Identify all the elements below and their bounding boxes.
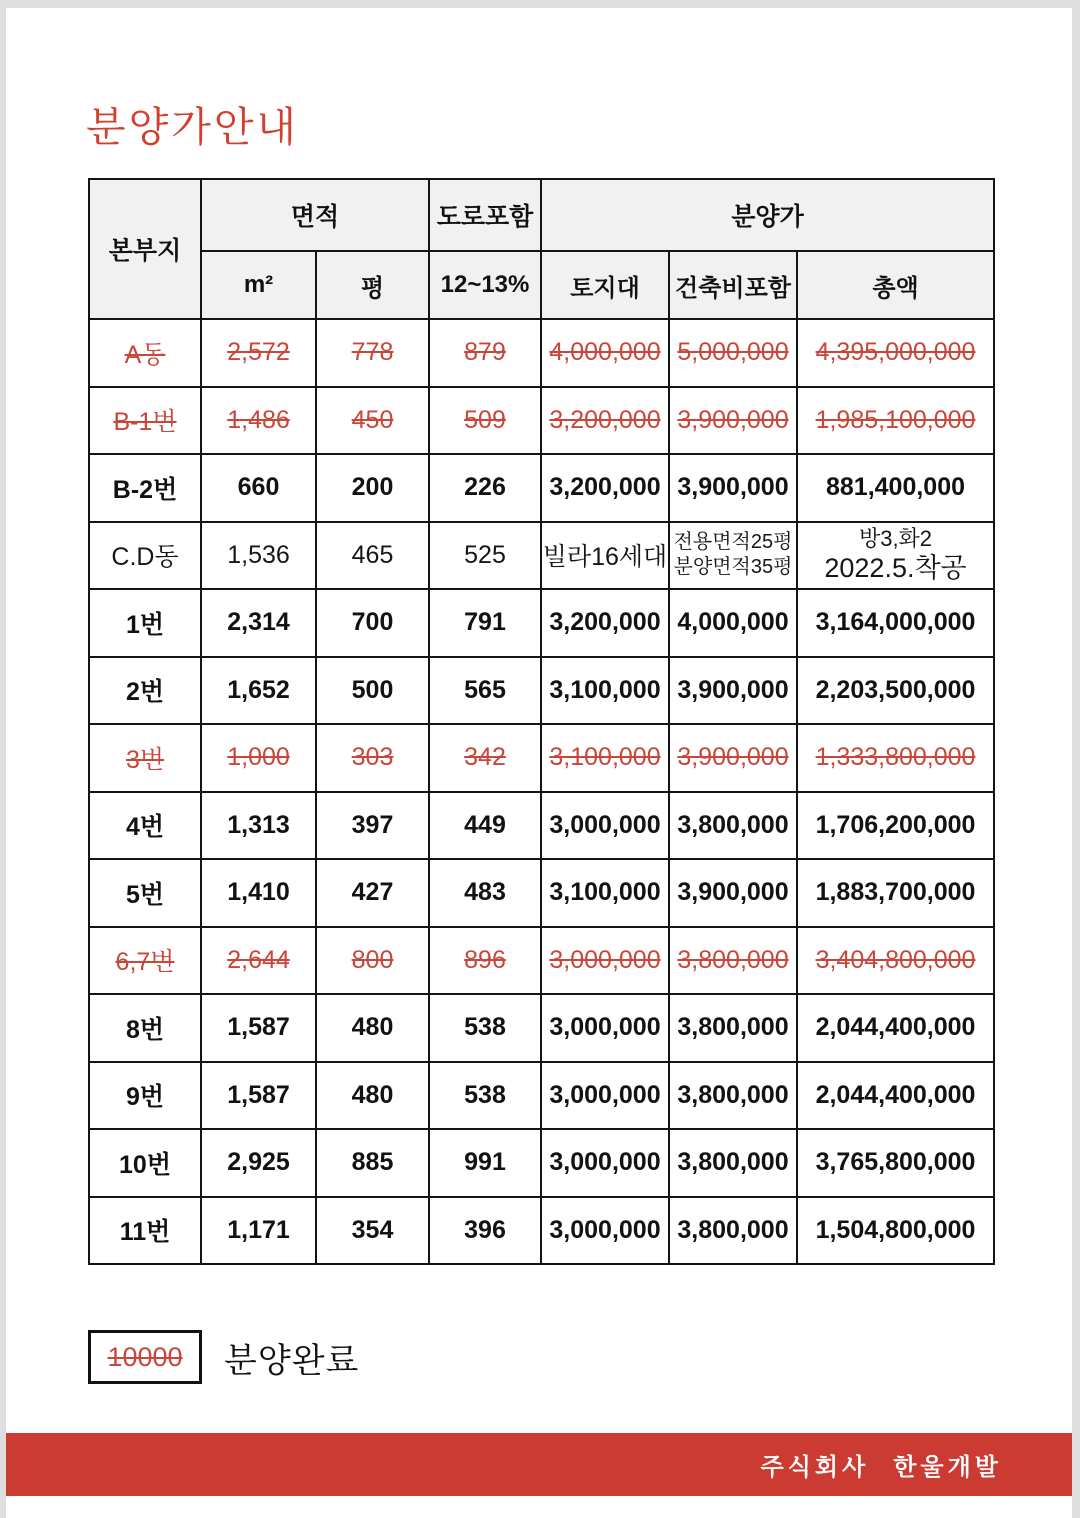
cell-total: 881,400,000 <box>797 454 994 522</box>
header-area: 면적 <box>201 179 429 251</box>
cell-label: 5번 <box>89 859 201 927</box>
cell-land: 3,100,000 <box>541 724 669 792</box>
table-row <box>89 1062 994 1130</box>
cell-total: 1,333,800,000 <box>797 724 994 792</box>
price-table <box>88 178 995 1265</box>
cell-pyeong: 427 <box>316 859 429 927</box>
cell-build: 3,900,000 <box>669 859 797 927</box>
cell-pyeong: 303 <box>316 724 429 792</box>
cell-total-line2: 2022.5.착공 <box>824 553 967 584</box>
table-row <box>89 792 994 860</box>
cell-pyeong: 885 <box>316 1129 429 1197</box>
cell-pyeong: 450 <box>316 387 429 455</box>
table-row <box>89 522 994 590</box>
page-title: 분양가안내 <box>86 104 300 150</box>
cell-m2: 1,313 <box>201 792 316 860</box>
cell-road: 525 <box>429 522 541 590</box>
table-row <box>89 994 994 1062</box>
table-header <box>89 179 994 319</box>
document-page <box>6 8 1072 1518</box>
header-pyeong: 평 <box>316 251 429 319</box>
cell-land: 3,100,000 <box>541 657 669 725</box>
cell-road: 342 <box>429 724 541 792</box>
cell-total: 1,504,800,000 <box>797 1197 994 1265</box>
header-build: 건축비포함 <box>669 251 797 319</box>
table-row <box>89 859 994 927</box>
table-row <box>89 319 994 387</box>
cell-road: 879 <box>429 319 541 387</box>
cell-road: 449 <box>429 792 541 860</box>
cell-build: 3,900,000 <box>669 657 797 725</box>
cell-total: 3,164,000,000 <box>797 589 994 657</box>
cell-pyeong: 354 <box>316 1197 429 1265</box>
cell-m2: 1,587 <box>201 1062 316 1130</box>
cell-land: 3,000,000 <box>541 792 669 860</box>
cell-label: 10번 <box>89 1129 201 1197</box>
table-row <box>89 657 994 725</box>
cell-road: 483 <box>429 859 541 927</box>
cell-label: B-1번 <box>89 387 201 455</box>
cell-pyeong: 480 <box>316 1062 429 1130</box>
cell-total: 1,985,100,000 <box>797 387 994 455</box>
cell-pyeong: 700 <box>316 589 429 657</box>
cell-build: 3,800,000 <box>669 927 797 995</box>
cell-road: 538 <box>429 994 541 1062</box>
cell-build: 3,800,000 <box>669 1129 797 1197</box>
cell-total <box>797 522 994 590</box>
cell-pyeong: 500 <box>316 657 429 725</box>
cell-m2: 1,587 <box>201 994 316 1062</box>
cell-pyeong: 480 <box>316 994 429 1062</box>
cell-label: A동 <box>89 319 201 387</box>
legend-sample-box <box>88 1330 202 1384</box>
cell-build: 3,800,000 <box>669 994 797 1062</box>
header-total: 총액 <box>797 251 994 319</box>
table-row <box>89 1197 994 1265</box>
legend-sample-number: 10000 <box>107 1341 183 1372</box>
cell-road: 509 <box>429 387 541 455</box>
cell-land: 3,100,000 <box>541 859 669 927</box>
cell-pyeong: 778 <box>316 319 429 387</box>
cell-land: 3,000,000 <box>541 1197 669 1265</box>
cell-m2: 1,410 <box>201 859 316 927</box>
cell-total: 2,203,500,000 <box>797 657 994 725</box>
cell-road: 538 <box>429 1062 541 1130</box>
cell-road: 226 <box>429 454 541 522</box>
cell-total: 2,044,400,000 <box>797 1062 994 1130</box>
table-row <box>89 927 994 995</box>
table-row <box>89 387 994 455</box>
cell-total: 1,706,200,000 <box>797 792 994 860</box>
header-road: 도로포함 <box>429 179 541 251</box>
cell-pyeong: 200 <box>316 454 429 522</box>
cell-land: 3,000,000 <box>541 994 669 1062</box>
header-site: 본부지 <box>89 179 201 319</box>
cell-total: 3,765,800,000 <box>797 1129 994 1197</box>
cell-m2: 1,000 <box>201 724 316 792</box>
cell-m2: 2,644 <box>201 927 316 995</box>
cell-pyeong: 397 <box>316 792 429 860</box>
cell-label: 6,7번 <box>89 927 201 995</box>
cell-land: 3,000,000 <box>541 1062 669 1130</box>
cell-label: 3번 <box>89 724 201 792</box>
cell-road: 896 <box>429 927 541 995</box>
cell-label: 11번 <box>89 1197 201 1265</box>
legend-label: 분양완료 <box>224 1341 360 1380</box>
cell-label: C.D동 <box>89 522 201 590</box>
cell-m2: 2,572 <box>201 319 316 387</box>
cell-label: 9번 <box>89 1062 201 1130</box>
cell-m2: 2,925 <box>201 1129 316 1197</box>
cell-build: 3,800,000 <box>669 792 797 860</box>
cell-road: 991 <box>429 1129 541 1197</box>
cell-total: 2,044,400,000 <box>797 994 994 1062</box>
cell-land: 빌라16세대 <box>541 522 669 590</box>
header-road-pct: 12~13% <box>429 251 541 319</box>
cell-label: 4번 <box>89 792 201 860</box>
cell-label: 8번 <box>89 994 201 1062</box>
legend <box>88 1330 359 1384</box>
cell-build: 3,900,000 <box>669 387 797 455</box>
table-row <box>89 589 994 657</box>
cell-total: 3,404,800,000 <box>797 927 994 995</box>
cell-m2: 2,314 <box>201 589 316 657</box>
cell-total: 1,883,700,000 <box>797 859 994 927</box>
cell-pyeong: 465 <box>316 522 429 590</box>
header-m2: m² <box>201 251 316 319</box>
cell-build <box>669 522 797 590</box>
cell-road: 396 <box>429 1197 541 1265</box>
cell-land: 3,000,000 <box>541 927 669 995</box>
cell-m2: 660 <box>201 454 316 522</box>
cell-build: 3,900,000 <box>669 454 797 522</box>
cell-build: 5,000,000 <box>669 319 797 387</box>
cell-total: 4,395,000,000 <box>797 319 994 387</box>
cell-build: 3,800,000 <box>669 1197 797 1265</box>
table-row <box>89 1129 994 1197</box>
header-land: 토지대 <box>541 251 669 319</box>
cell-label: 1번 <box>89 589 201 657</box>
header-price: 분양가 <box>541 179 994 251</box>
cell-land: 3,200,000 <box>541 589 669 657</box>
table-row <box>89 454 994 522</box>
cell-total-line1: 방3,화2 <box>858 525 933 551</box>
table-row <box>89 724 994 792</box>
cell-build-line2: 분양면적35평 <box>673 556 793 579</box>
cell-build-line1: 전용면적25평 <box>673 531 793 554</box>
cell-build: 3,900,000 <box>669 724 797 792</box>
cell-m2: 1,536 <box>201 522 316 590</box>
cell-road: 565 <box>429 657 541 725</box>
company-name: 주식회사 한울개발 <box>760 1455 1002 1481</box>
cell-build: 4,000,000 <box>669 589 797 657</box>
cell-m2: 1,652 <box>201 657 316 725</box>
cell-road: 791 <box>429 589 541 657</box>
cell-build: 3,800,000 <box>669 1062 797 1130</box>
cell-label: 2번 <box>89 657 201 725</box>
footer-bar <box>6 1433 1072 1496</box>
cell-land: 3,000,000 <box>541 1129 669 1197</box>
cell-m2: 1,486 <box>201 387 316 455</box>
cell-pyeong: 800 <box>316 927 429 995</box>
cell-land: 4,000,000 <box>541 319 669 387</box>
cell-land: 3,200,000 <box>541 454 669 522</box>
cell-label: B-2번 <box>89 454 201 522</box>
cell-land: 3,200,000 <box>541 387 669 455</box>
cell-m2: 1,171 <box>201 1197 316 1265</box>
